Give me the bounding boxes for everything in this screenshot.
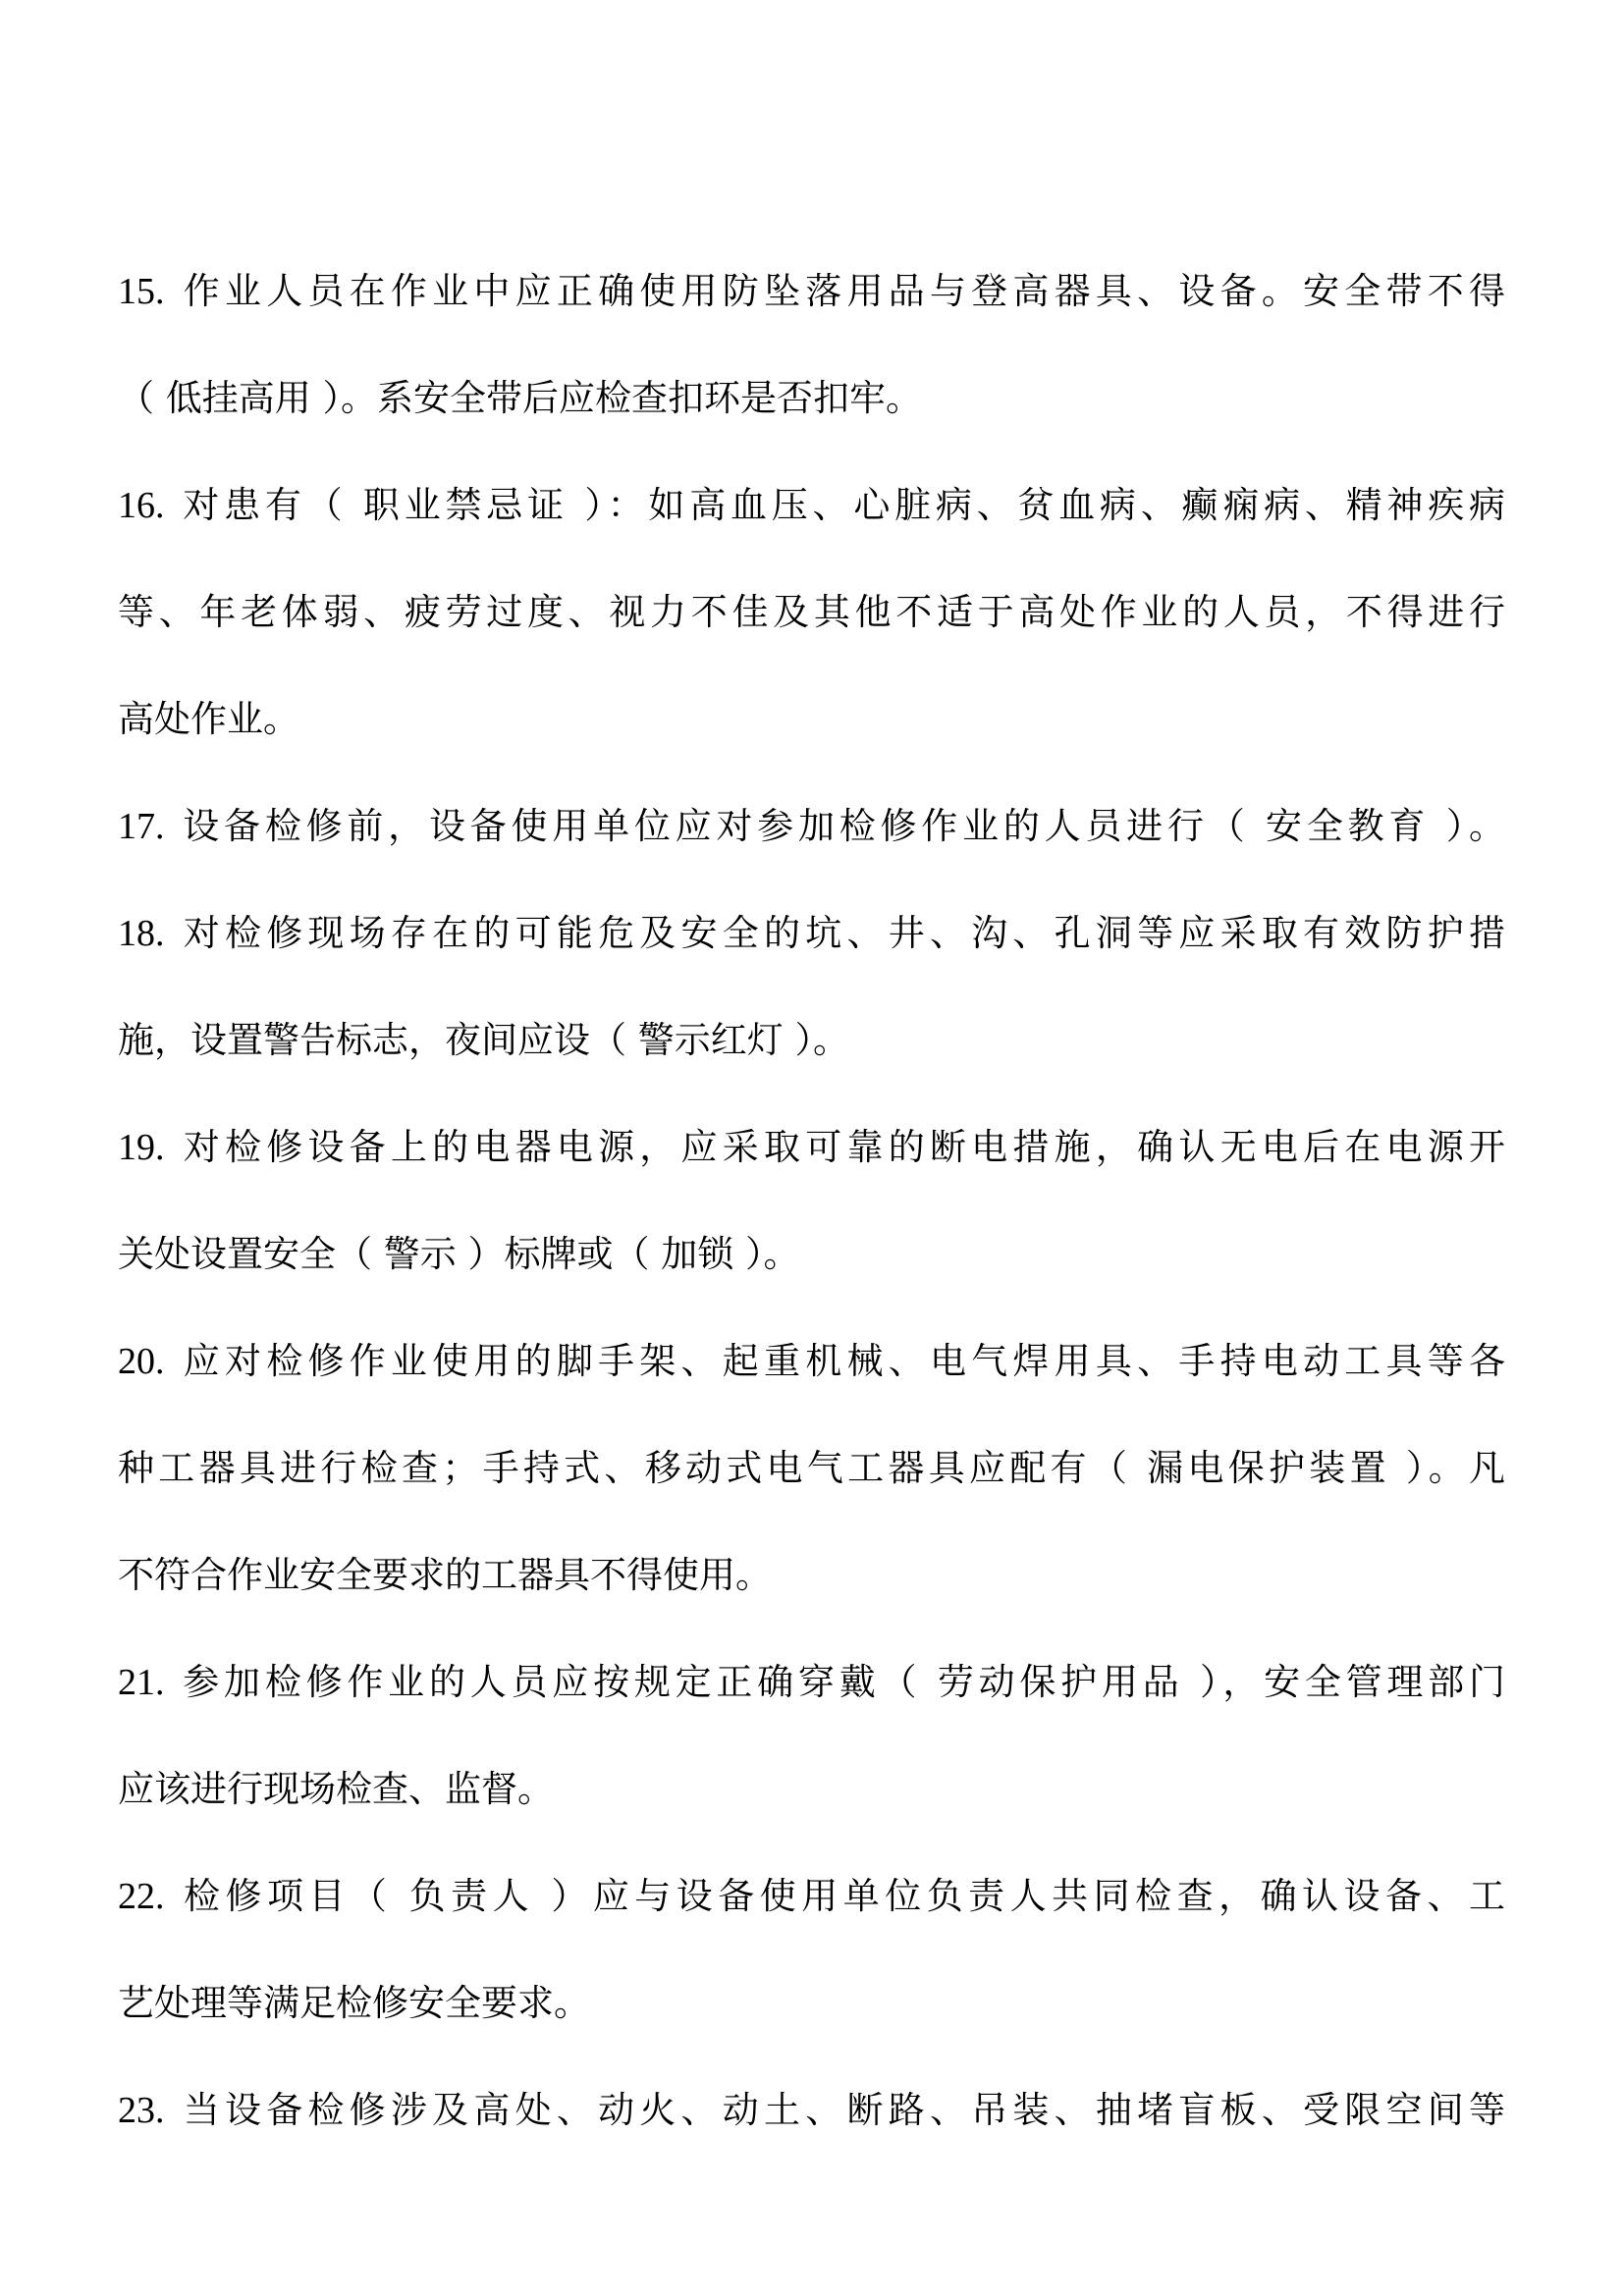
item-text: 设备检修前，设备使用单位应对参加检修作业的人员进行（ 安全教育 ）。 (178, 805, 1505, 847)
item-16-line-2 (118, 588, 1505, 637)
item-21-line-1 (118, 1658, 1505, 1707)
item-20-line-1 (118, 1337, 1505, 1386)
item-text: 检修项目（ 负责人 ）应与设备使用单位负责人共同检查，确认设备、工 (178, 1875, 1505, 1917)
item-text: 对检修设备上的电器电源，应采取可靠的断电措施，确认无电后在电源开 (178, 1126, 1505, 1168)
item-number: 19. (118, 1127, 165, 1168)
item-number: 20. (118, 1341, 165, 1382)
item-19-line-1 (118, 1123, 1505, 1172)
item-text: 施，设置警告标志，夜间应设（ 警示红灯 ）。 (118, 1019, 850, 1061)
item-number: 18. (118, 913, 165, 954)
item-text: 种工器具进行检查；手持式、移动式电气工器具应配有（ 漏电保护装置 ）。凡 (118, 1447, 1505, 1489)
item-text: 应该进行现场检查、监督。 (118, 1768, 554, 1810)
item-text: 参加检修作业的人员应按规定正确穿戴（ 劳动保护用品 ），安全管理部门 (178, 1661, 1505, 1703)
item-text: （ 低挂高用 ）。系安全带后应检查扣环是否扣牢。 (118, 377, 923, 419)
item-number: 16. (118, 485, 165, 526)
item-number: 17. (118, 806, 165, 847)
item-22-line-1 (118, 1872, 1505, 1921)
item-text: 应对检修作业使用的脚手架、起重机械、电气焊用具、手持电动工具等各 (178, 1340, 1505, 1382)
item-21-line-2 (118, 1765, 554, 1814)
item-number: 23. (118, 2090, 165, 2131)
item-16-line-3 (118, 695, 299, 744)
item-text: 等、年老体弱、疲劳过度、视力不佳及其他不适于高处作业的人员，不得进行 (118, 591, 1505, 633)
item-number: 21. (118, 1662, 165, 1703)
item-number: 15. (118, 271, 165, 312)
item-15-line-2 (118, 374, 922, 423)
item-number: 22. (118, 1876, 165, 1917)
item-23-line-1 (118, 2086, 1505, 2135)
item-text: 当设备检修涉及高处、动火、动土、断路、吊装、抽堵盲板、受限空间等 (178, 2089, 1505, 2131)
item-22-line-2 (118, 1979, 590, 2028)
item-20-line-3 (118, 1551, 772, 1600)
item-20-line-2 (118, 1444, 1505, 1493)
item-19-line-2 (118, 1230, 800, 1279)
item-text: 高处作业。 (118, 698, 299, 740)
item-text: 作业人员在作业中应正确使用防坠落用品与登高器具、设备。安全带不得 (178, 270, 1505, 312)
item-17-line-1 (118, 802, 1505, 851)
item-15-line-1 (118, 267, 1505, 316)
item-16-line-1 (118, 481, 1505, 530)
item-text: 关处设置安全（ 警示 ）标牌或（ 加锁 ）。 (118, 1233, 800, 1275)
item-text: 对患有（ 职业禁忌证 ）：如高血压、心脏病、贫血病、癫痫病、精神疾病 (178, 484, 1505, 526)
item-text: 艺处理等满足检修安全要求。 (118, 1982, 590, 2024)
item-text: 对检修现场存在的可能危及安全的坑、井、沟、孔洞等应采取有效防护措 (178, 912, 1505, 954)
item-text: 不符合作业安全要求的工器具不得使用。 (118, 1554, 772, 1596)
item-18-line-1 (118, 909, 1505, 958)
item-18-line-2 (118, 1016, 849, 1065)
